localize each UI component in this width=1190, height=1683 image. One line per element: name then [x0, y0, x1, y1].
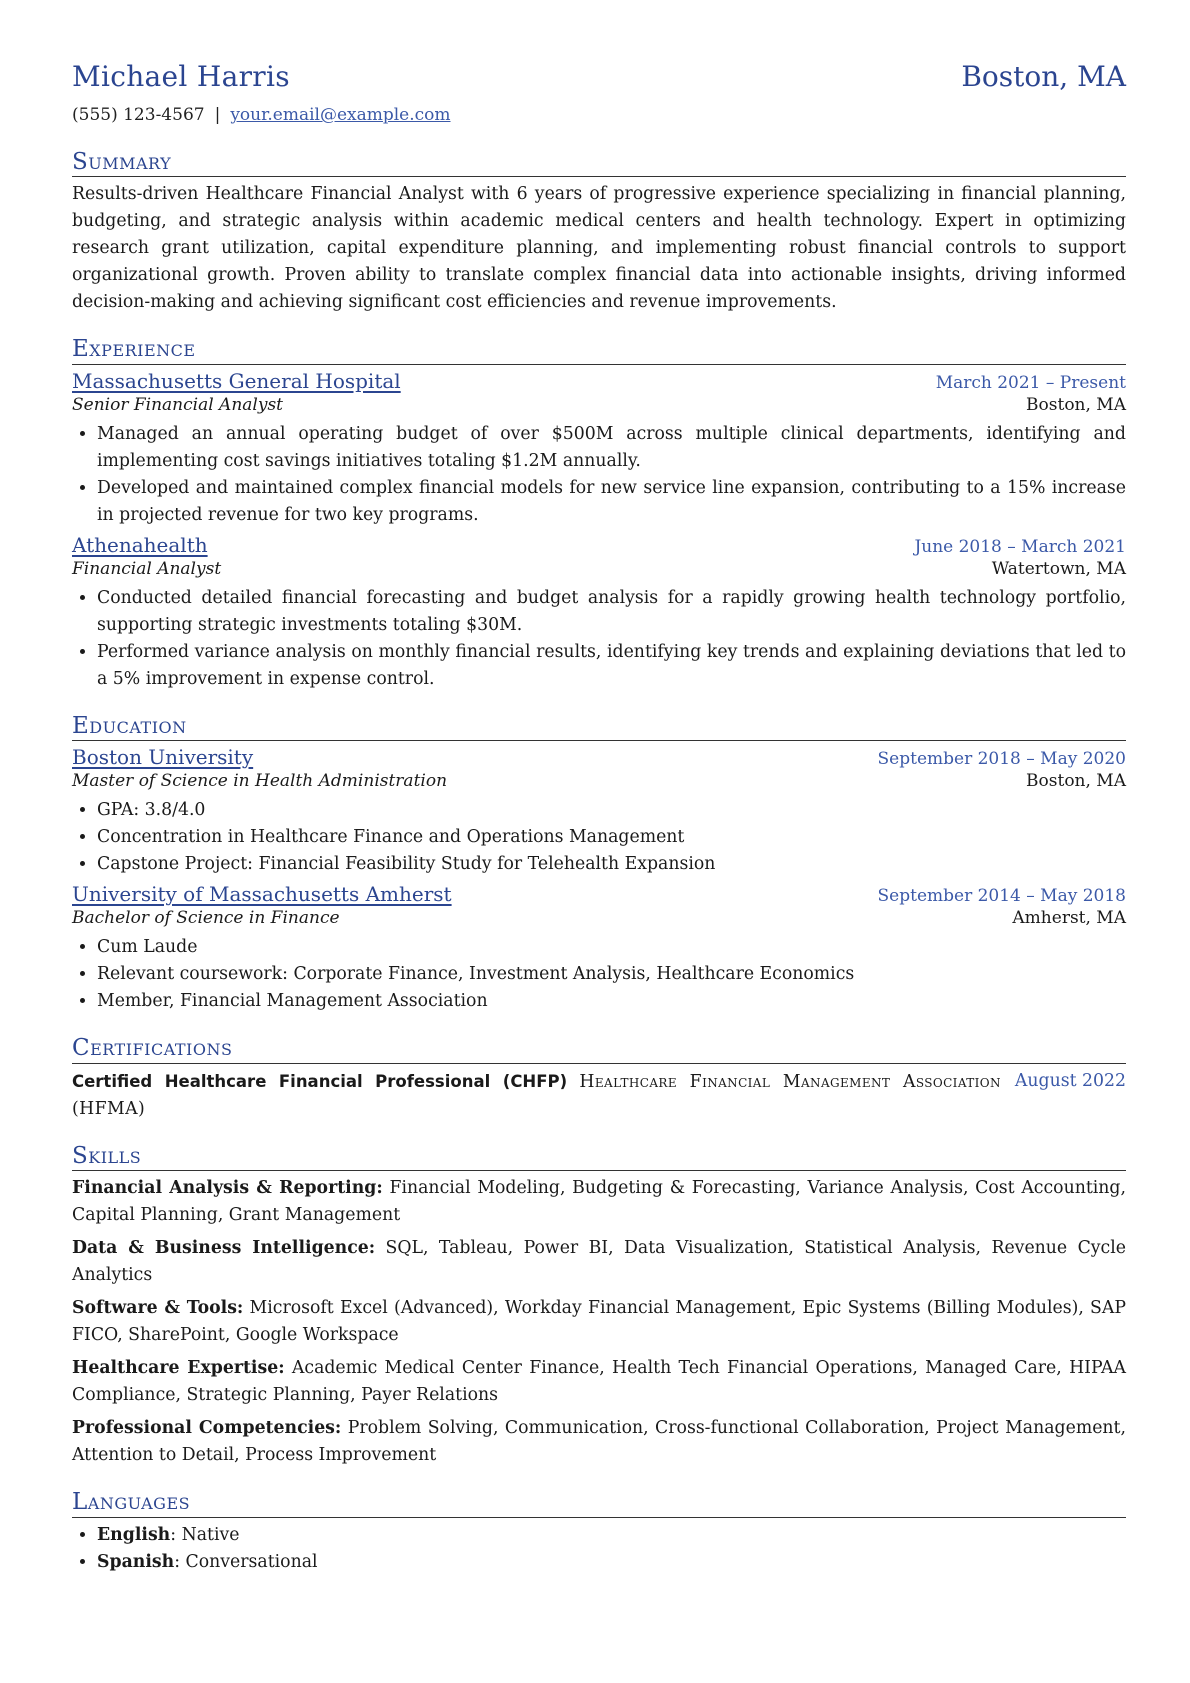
summary-text: Results-driven Healthcare Financial Analyst with 6 years of progressive experience specializing in financial planning, budgeting, and strategic analysis within academic medical centers and health technology. Expert in optimizing research grant utilization, capital expenditure planning, and implementing robust financial controls to support organizational growth. Proven ability to translate complex financial data into actionable insights, driving informed decision-making and achieving significant cost efficiencies and revenue improvements. — [72, 184, 1126, 313]
list-item: • Performed variance analysis on monthly financial results, identifying key trends and explaining deviations that led to a 5% improvement in expense control. — [97, 639, 1126, 693]
list-item: • Developed and maintained complex financial models for new service line expansion, contributing to a 15% increase in projected revenue for two key programs. — [97, 475, 1126, 529]
phone: (555) 123-4567 — [72, 105, 205, 125]
job-location: Boston, MA — [1026, 394, 1126, 415]
education-bullets — [72, 934, 1126, 1015]
list-item: • Member, Financial Management Association — [97, 988, 1126, 1015]
skill-group — [72, 1175, 1126, 1229]
school-link[interactable]: University of Massachusetts Amherst — [72, 882, 452, 907]
list-item: • Conducted detailed financial forecasting and budget analysis for a rapidly growing health technology portfolio, supporting strategic investments totaling $30M. — [97, 585, 1126, 639]
certification-date: August 2022 — [1014, 1070, 1126, 1091]
school-location: Amherst, MA — [1012, 908, 1126, 929]
skill-group — [72, 1415, 1126, 1469]
section-title-languages: Languages — [72, 1489, 1126, 1517]
experience-bullets — [72, 421, 1126, 529]
job-title: Financial Analyst — [72, 558, 222, 579]
section-title-summary: Summary — [72, 149, 1126, 177]
candidate-name: Michael Harris — [72, 60, 290, 93]
school-link[interactable]: Boston University — [72, 745, 254, 770]
employment-dates: June 2018 – March 2021 — [914, 536, 1126, 557]
header-location: Boston, MA — [961, 60, 1126, 93]
section-title-skills: Skills — [72, 1143, 1126, 1171]
education-dates: September 2014 – May 2018 — [877, 886, 1126, 907]
certification-issuer: Healthcare Financial Management Association (HFMA) — [72, 1071, 1001, 1119]
skill-label: Professional Competencies: — [72, 1418, 342, 1439]
list-item: • Relevant coursework: Corporate Finance, Investment Analysis, Healthcare Economics — [97, 961, 1126, 988]
skill-label: Data & Business Intelligence: — [72, 1238, 376, 1259]
skill-values: Financial Modeling, Budgeting & Forecasting, Variance Analysis, Cost Accounting, Capital Planning, Grant Management — [72, 1178, 1126, 1226]
header — [72, 60, 1126, 93]
list-item: • Managed an annual operating budget of over $500M across multiple clinical departments, identifying and implementing cost savings initiatives totaling $1.2M annually. — [97, 421, 1126, 475]
list-item: • Capstone Project: Financial Feasibility Study for Telehealth Expansion — [97, 851, 1126, 878]
skill-values: Problem Solving, Communication, Cross-functional Collaboration, Project Management, Attention to Detail, Process Improvement — [72, 1418, 1126, 1466]
education-dates: September 2018 – May 2020 — [877, 749, 1126, 770]
degree: Bachelor of Science in Finance — [72, 908, 340, 929]
language-level: Conversational — [185, 1551, 318, 1572]
education-bullets — [72, 797, 1126, 878]
contact-line — [72, 105, 1126, 125]
skill-values: Academic Medical Center Finance, Health Tech Financial Operations, Managed Care, HIPAA Compliance, Strategic Planning, Payer Relations — [72, 1358, 1126, 1406]
job-title: Senior Financial Analyst — [72, 394, 284, 415]
experience-entry — [72, 533, 1126, 693]
list-item: • Spanish: Conversational — [97, 1549, 1126, 1576]
section-title-experience: Experience — [72, 336, 1126, 364]
education-entry — [72, 882, 1126, 1015]
employment-dates: March 2021 – Present — [935, 372, 1126, 393]
languages-list — [72, 1522, 1126, 1576]
certification-name: Certified Healthcare Financial Professional (CHFP) — [72, 1071, 568, 1091]
section-title-education: Education — [72, 713, 1126, 741]
certification-entry — [72, 1068, 1126, 1123]
skill-group — [72, 1355, 1126, 1409]
language-name: Spanish — [97, 1551, 175, 1572]
list-item: • Concentration in Healthcare Finance and Operations Management — [97, 824, 1126, 851]
skill-group — [72, 1295, 1126, 1349]
education-entry — [72, 745, 1126, 878]
skill-label: Financial Analysis & Reporting: — [72, 1178, 383, 1199]
section-title-certifications: Certifications — [72, 1035, 1126, 1063]
skill-label: Software & Tools: — [72, 1298, 244, 1319]
experience-bullets — [72, 585, 1126, 693]
skill-values: Microsoft Excel (Advanced), Workday Financial Management, Epic Systems (Billing Modules), SAP FICO, SharePoint, Google Workspace — [72, 1298, 1126, 1346]
list-item: • Cum Laude — [97, 934, 1126, 961]
contact-separator: | — [214, 105, 221, 125]
school-location: Boston, MA — [1026, 771, 1126, 792]
skill-values: SQL, Tableau, Power BI, Data Visualization, Statistical Analysis, Revenue Cycle Analytics — [72, 1238, 1126, 1286]
employer-link[interactable]: Massachusetts General Hospital — [72, 368, 401, 393]
email-link[interactable]: your.email@example.com — [230, 105, 451, 125]
skill-group — [72, 1235, 1126, 1289]
degree: Master of Science in Health Administration — [72, 771, 448, 792]
skill-label: Healthcare Expertise: — [72, 1358, 285, 1379]
employer-link[interactable]: Athenahealth — [72, 532, 208, 557]
language-level: Native — [181, 1524, 240, 1545]
language-name: English — [97, 1524, 171, 1545]
experience-entry — [72, 369, 1126, 529]
job-location: Watertown, MA — [991, 558, 1126, 579]
list-item: • GPA: 3.8/4.0 — [97, 797, 1126, 824]
list-item: • English: Native — [97, 1522, 1126, 1549]
